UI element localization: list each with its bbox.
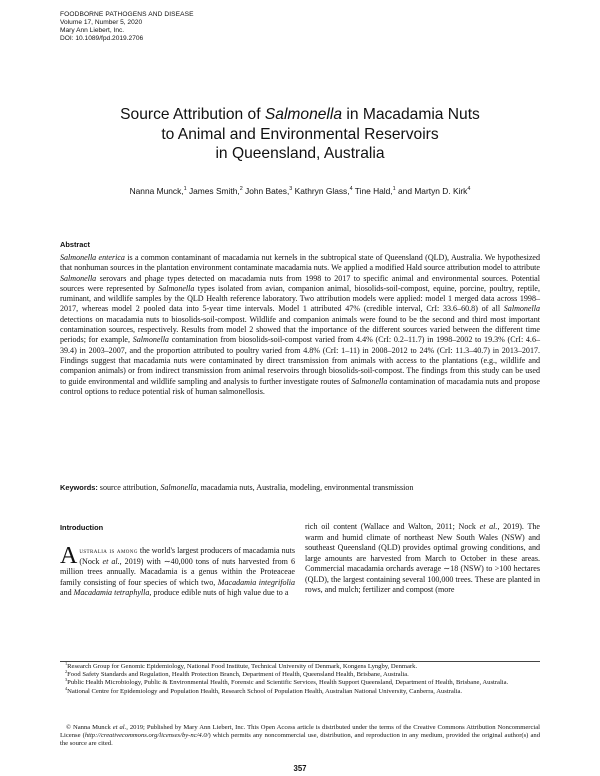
abstract-heading: Abstract — [60, 240, 90, 249]
author-name: and Martyn D. Kirk — [398, 186, 468, 196]
license-link[interactable]: http://creativecommons.org/licenses/by-nc/4.0/ — [84, 732, 209, 740]
author-affiliation: 4 — [467, 186, 471, 193]
journal-header — [60, 11, 194, 43]
drop-cap: A — [60, 543, 78, 569]
footnote — [60, 679, 540, 687]
intro-italic: et al. — [102, 556, 120, 566]
author-affiliation: 3 — [289, 186, 293, 193]
keywords-text: source attribution, — [97, 483, 161, 492]
author-affiliation: 1 — [392, 186, 396, 193]
footnote-number: 2 — [65, 669, 68, 675]
license-text: © Nanna Munck — [66, 724, 113, 731]
abstract-italic: Salmonella — [60, 273, 97, 283]
journal-name: FOODBORNE PATHOGENS AND DISEASE — [60, 11, 194, 18]
small-caps-lead: ustralia is among — [79, 547, 138, 555]
keywords-italic: Salmonella — [160, 483, 197, 492]
title-organism: Salmonella — [264, 106, 343, 123]
abstract-segment: detections on macadamia nuts to biosolids-soil-compost. Wildlife and companion animals were found to be the second and third most important contamination sources, respectively. Results from model 2 showed that the importance of the different sources varied between the different time periods; for example, — [60, 314, 540, 345]
article-title — [60, 105, 540, 164]
affiliation-footnotes — [60, 660, 540, 696]
journal-volume: Volume 17, Number 5, 2020 — [60, 19, 143, 27]
author-affiliation: 4 — [349, 186, 353, 193]
abstract-italic: Salmonella — [351, 376, 388, 386]
title-part1: Source Attribution of — [120, 106, 265, 123]
intro-segment: , 2019) with ∼40,000 tons of nuts harvested from 6 million trees annually. Macadamia is a genus within the Proteaceae family consisting of four species of which two, — [60, 556, 295, 587]
title-part2: in Macadamia Nuts — [342, 106, 480, 123]
footnote — [60, 660, 540, 671]
license-text: ) which permits any noncommercial use, distribution, and reproduction in any medium, provided the original author(s) and the source are cited. — [60, 732, 540, 748]
abstract-italic: Salmonella — [158, 283, 195, 293]
species-name: Macadamia tetraphylla — [73, 588, 150, 598]
author-name: Tine Hald, — [354, 186, 393, 196]
abstract-text — [60, 253, 540, 397]
footnote — [60, 685, 540, 696]
author-affiliation: 1 — [183, 186, 187, 193]
footnote-number: 4 — [65, 685, 68, 691]
intro-segment: and — [60, 588, 74, 598]
footnote-number: 3 — [65, 677, 68, 683]
footnote-text: Food Safety Standards and Regulation, Health Protection Branch, Department of Health, Queensland Health, Brisbane, Australia. — [67, 671, 409, 679]
footnote-text: National Centre for Epidemiology and Population Health, Research School of Population Health, Australian National University, Canberra, Australia. — [67, 687, 463, 695]
page-number: 357 — [293, 764, 307, 773]
author-name: James Smith, — [188, 186, 240, 196]
author-name: Kathryn Glass, — [294, 186, 350, 196]
license-notice — [60, 724, 540, 749]
keywords-label: Keywords: — [60, 483, 98, 492]
author-affiliation: 2 — [239, 186, 243, 193]
intro-segment: , produce edible nuts of high value due to a — [149, 588, 289, 598]
abstract-italic: Salmonella — [503, 304, 540, 314]
author-name: John Bates, — [245, 186, 290, 196]
footnote-text: Research Group for Genomic Epidemiology, National Food Institute, Technical University of Denmark, Kongens Lyngby, Denmark. — [67, 663, 418, 670]
intro-italic: et al. — [479, 522, 498, 531]
journal-doi[interactable]: DOI: 10.1089/fpd.2019.2706 — [60, 35, 144, 43]
abstract-segment: serovars and phage types detected on macadamia nuts from 1998 to 2017 to specific animal and environmental sources. Potential sources were represented by — [60, 273, 540, 293]
abstract-segment: contamination of macadamia nuts and propose control options to reduce potential risk of human salmonellosis. — [60, 376, 541, 396]
abstract-segment: contamination from biosolids-soil-compost varied from 4.4% (CrI: 0.2–11.7) in 1998–2002 to 19.3% (CrI: 4.6–39.4) in 2003–2007, and the proportion attributed to poultry varied from 4.8% (CrI: 1–11) in 2008–2012 to 24% (CrI: 11.3–40.7) in 2013–2017. Findings suggest that macadamia nuts were contaminated by direct transmission from animals with access to the plantations (e.g., wildlife and companion animals) or from indirect transmission from animal reservoirs through biosolids-soil-compost. The findings from this study can be used to guide environmental and wildlife sampling and analysis to further investigate routes of — [60, 335, 540, 386]
abstract-italic: Salmonella — [132, 335, 169, 345]
journal-publisher: Mary Ann Liebert, Inc. — [60, 27, 125, 35]
footnote-divider — [60, 661, 540, 662]
title-line3: in Queensland, Australia — [215, 145, 385, 162]
keywords-text: , macadamia nuts, Australia, modeling, environmental transmission — [196, 483, 414, 492]
intro-segment: , 2019). The warm and humid climate of northeast New South Wales (NSW) and southeast Queensland (QLD) provides optimal growing conditions, and large amounts are harvested from March to October in these areas. Commercial macadamia orchards average ∼18 (NSW) to >100 hectares (QLD), the largest containing several 100,000 trees. These are planted in rows, and mulch; fertilizer and compost (more — [305, 522, 540, 595]
intro-segment: the world's largest producers of macadamia nuts (Nock — [79, 546, 295, 566]
author-list — [60, 186, 540, 196]
title-line2: to Animal and Environmental Reservoirs — [161, 125, 439, 143]
author-name: Nanna Munck, — [129, 186, 184, 196]
introduction-heading: Introduction — [60, 523, 104, 532]
abstract-italic: Salmonella enterica — [60, 253, 125, 262]
introduction-right-column — [305, 522, 540, 596]
introduction-left-column — [60, 543, 295, 599]
footnote-text: Public Health Microbiology, Public & Environmental Health, Forensic and Scientific Services, Health Support Queensland, Department of Health, Brisbane, Australia. — [67, 679, 509, 687]
license-text: , 2019; Published by Mary Ann Liebert, Inc. This Open Access article is distributed under the terms of the Creative Commons Attribution Noncommercial License ( — [60, 724, 540, 740]
abstract-segment: is a common contaminant of macadamia nut kernels in the subtropical state of Queensland (QLD), Australia. We hypothesized that nonhuman sources in the plantation environment contaminate macadamia nuts. We applied a modified Hald source attribution model to attribute — [60, 253, 540, 273]
footnote-number: 1 — [65, 660, 68, 666]
keywords — [60, 483, 540, 493]
license-italic: et al. — [112, 724, 127, 731]
abstract-segment: types isolated from avian, companion animal, biosolids-soil-compost, equine, porcine, poultry, reptile, ruminant, and wildlife samples by the QLD Health reference laboratory. Two attribution models were applied: model 1 merged data across 1998–2017, whereas model 2 pooled data into 5-year time intervals. Model 1 attributed 47% (credible interval, CrI: 33.6–60.8) of all — [60, 283, 540, 314]
species-name: Macadamia integrifolia — [217, 577, 295, 587]
intro-segment: rich oil content (Wallace and Walton, 2011; Nock — [305, 522, 480, 531]
